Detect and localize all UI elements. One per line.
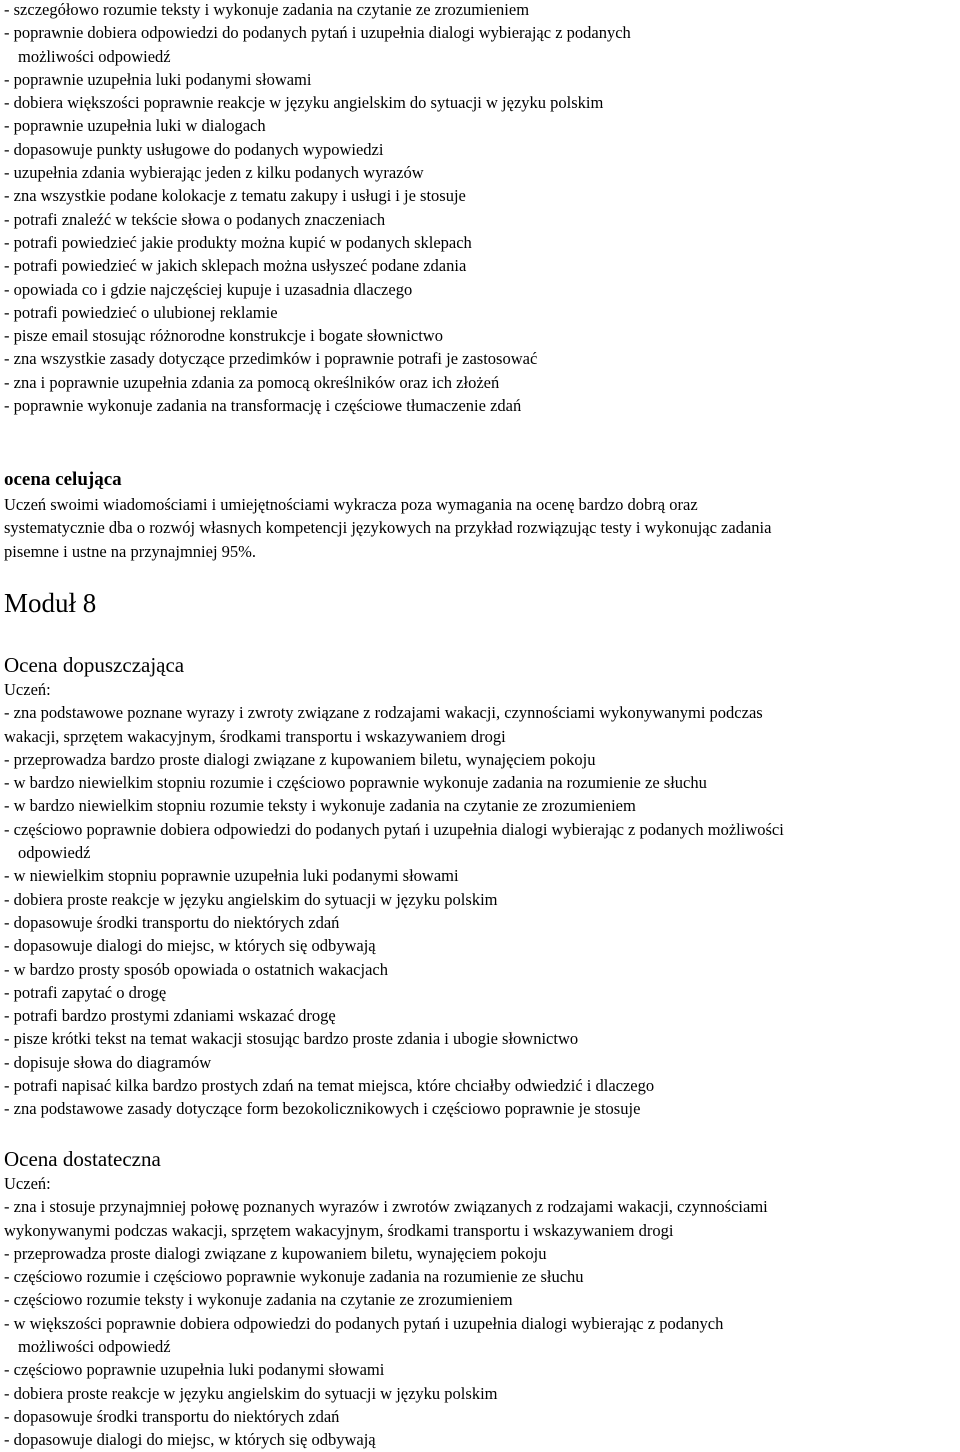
list-item: odpowiedź [18, 843, 91, 863]
requirements-list-continuation [4, 0, 631, 417]
list-item: - potrafi napisać kilka bardzo prostych zdań na temat miejsca, które chciałby odwiedzić i dlaczego [4, 1076, 655, 1096]
grade-celujaca-section [4, 467, 771, 563]
list-item: - potrafi powiedzieć jakie produkty można kupić w podanych sklepach [4, 232, 472, 252]
list-item: - poprawnie uzupełnia luki podanymi słowami [4, 69, 312, 89]
list-item: - potrafi zapytać o drogę [4, 982, 167, 1002]
list-item: - zna wszystkie zasady dotyczące przedimków i poprawnie potrafi je zastosować [4, 349, 538, 369]
list-item: możliwości odpowiedź [18, 46, 171, 66]
list-item: - częściowo rozumie teksty i wykonuje zadania na czytanie ze zrozumieniem [4, 1290, 513, 1310]
grade-dostateczna-section [4, 1146, 768, 1452]
student-label: Uczeń: [4, 680, 51, 699]
list-item: - poprawnie wykonuje zadania na transformację i częściowe tłumaczenie zdań [4, 396, 522, 416]
list-item: - dobiera większości poprawnie reakcje w języku angielskim do sytuacji w języku polskim [4, 93, 604, 113]
list-item: - częściowo rozumie i częściowo poprawnie wykonuje zadania na rozumienie ze słuchu [4, 1267, 584, 1287]
grade-heading-dopuszczajaca: Ocena dopuszczająca [4, 653, 185, 677]
list-item: - dopisuje słowa do diagramów [4, 1052, 212, 1072]
list-item: - potrafi bardzo prostymi zdaniami wskazać drogę [4, 1006, 336, 1026]
list-item: - przeprowadza bardzo proste dialogi związane z kupowaniem biletu, wynajęciem pokoju [4, 749, 596, 769]
list-item: - potrafi znaleźć w tekście słowa o podanych znaczeniach [4, 209, 386, 229]
list-item: - w bardzo prosty sposób opowiada o ostatnich wakacjach [4, 959, 388, 979]
list-item: - opowiada co i gdzie najczęściej kupuje i uzasadnia dlaczego [4, 279, 413, 299]
list-item: - poprawnie dobiera odpowiedzi do podanych pytań i uzupełnia dialogi wybierając z podanych [4, 23, 631, 43]
list-item: - potrafi powiedzieć w jakich sklepach można usłyszeć podane zdania [4, 256, 467, 276]
list-item: - częściowo poprawnie uzupełnia luki podanymi słowami [4, 1360, 385, 1380]
list-item: - dopasowuje dialogi do miejsc, w których się odbywają [4, 936, 376, 956]
list-item: - pisze krótki tekst na temat wakacji stosując bardzo proste zdania i ubogie słownictwo [4, 1029, 579, 1049]
module-title: Moduł 8 [4, 588, 97, 618]
list-item: - zna podstawowe zasady dotyczące form bezokolicznikowych i częściowo poprawnie je stosuje [4, 1099, 641, 1119]
list-item: - przeprowadza proste dialogi związane z kupowaniem biletu, wynajęciem pokoju [4, 1243, 547, 1263]
grade-heading-celujaca: ocena celująca [4, 469, 122, 490]
list-item: - zna i stosuje przynajmniej połowę poznanych wyrazów i zwrotów związanych z rodzajami wakacji, czynnościami [4, 1197, 768, 1217]
grade-description-line: systematycznie dba o rozwój własnych kompetencji językowych na przykład rozwiązując testy i wykonując zadania [4, 518, 772, 538]
list-item: - w bardzo niewielkim stopniu rozumie i częściowo poprawnie wykonuje zadania na rozumienie ze słuchu [4, 773, 707, 793]
list-item: - dobiera proste reakcje w języku angielskim do sytuacji w języku polskim [4, 889, 498, 909]
grade-dopuszczajaca-section [4, 652, 784, 1121]
list-item: - dopasowuje punkty usługowe do podanych wypowiedzi [4, 139, 384, 159]
list-item: - zna i poprawnie uzupełnia zdania za pomocą określników oraz ich złożeń [4, 372, 500, 392]
list-item: wykonywanymi podczas wakacji, sprzętem wakacyjnym, środkami transportu i wskazywaniem drogi [4, 1220, 674, 1240]
list-item: - poprawnie uzupełnia luki w dialogach [4, 116, 266, 136]
student-label: Uczeń: [4, 1174, 51, 1193]
list-item: - w bardzo niewielkim stopniu rozumie teksty i wykonuje zadania na czytanie ze zrozumieniem [4, 796, 636, 816]
list-item: - dobiera proste reakcje w języku angielskim do sytuacji w języku polskim [4, 1383, 498, 1403]
list-item: - w większości poprawnie dobiera odpowiedzi do podanych pytań i uzupełnia dialogi wybierając z podanych [4, 1313, 724, 1333]
grade-heading-dostateczna: Ocena dostateczna [4, 1147, 161, 1171]
list-item: - uzupełnia zdania wybierając jeden z kilku podanych wyrazów [4, 163, 424, 183]
grade-description-line: Uczeń swoimi wiadomościami i umiejętnościami wykracza poza wymagania na ocenę bardzo dobrą oraz [4, 495, 698, 514]
list-item: - szczegółowo rozumie teksty i wykonuje zadania na czytanie ze zrozumieniem [4, 0, 530, 19]
list-item: możliwości odpowiedź [18, 1337, 171, 1357]
list-item: - częściowo poprawnie dobiera odpowiedzi do podanych pytań i uzupełnia dialogi wybierając z podanych możliwości [4, 819, 784, 839]
list-item: wakacji, sprzętem wakacyjnym, środkami transportu i wskazywaniem drogi [4, 726, 506, 746]
list-item: - zna wszystkie podane kolokacje z tematu zakupy i usługi i je stosuje [4, 186, 466, 206]
list-item: - zna podstawowe poznane wyrazy i zwroty związane z rodzajami wakacji, czynnościami wykonywanymi podczas [4, 703, 763, 723]
list-item: - potrafi powiedzieć o ulubionej reklamie [4, 302, 278, 322]
list-item: - w niewielkim stopniu poprawnie uzupełnia luki podanymi słowami [4, 866, 459, 886]
list-item: - dopasowuje środki transportu do niektórych zdań [4, 912, 340, 932]
grade-description-line: pisemne i ustne na przynajmniej 95%. [4, 541, 257, 561]
list-item: - pisze email stosując różnorodne konstrukcje i bogate słownictwo [4, 326, 443, 346]
list-item: - dopasowuje środki transportu do niektórych zdań [4, 1406, 340, 1426]
list-item: - dopasowuje dialogi do miejsc, w których się odbywają [4, 1430, 376, 1450]
